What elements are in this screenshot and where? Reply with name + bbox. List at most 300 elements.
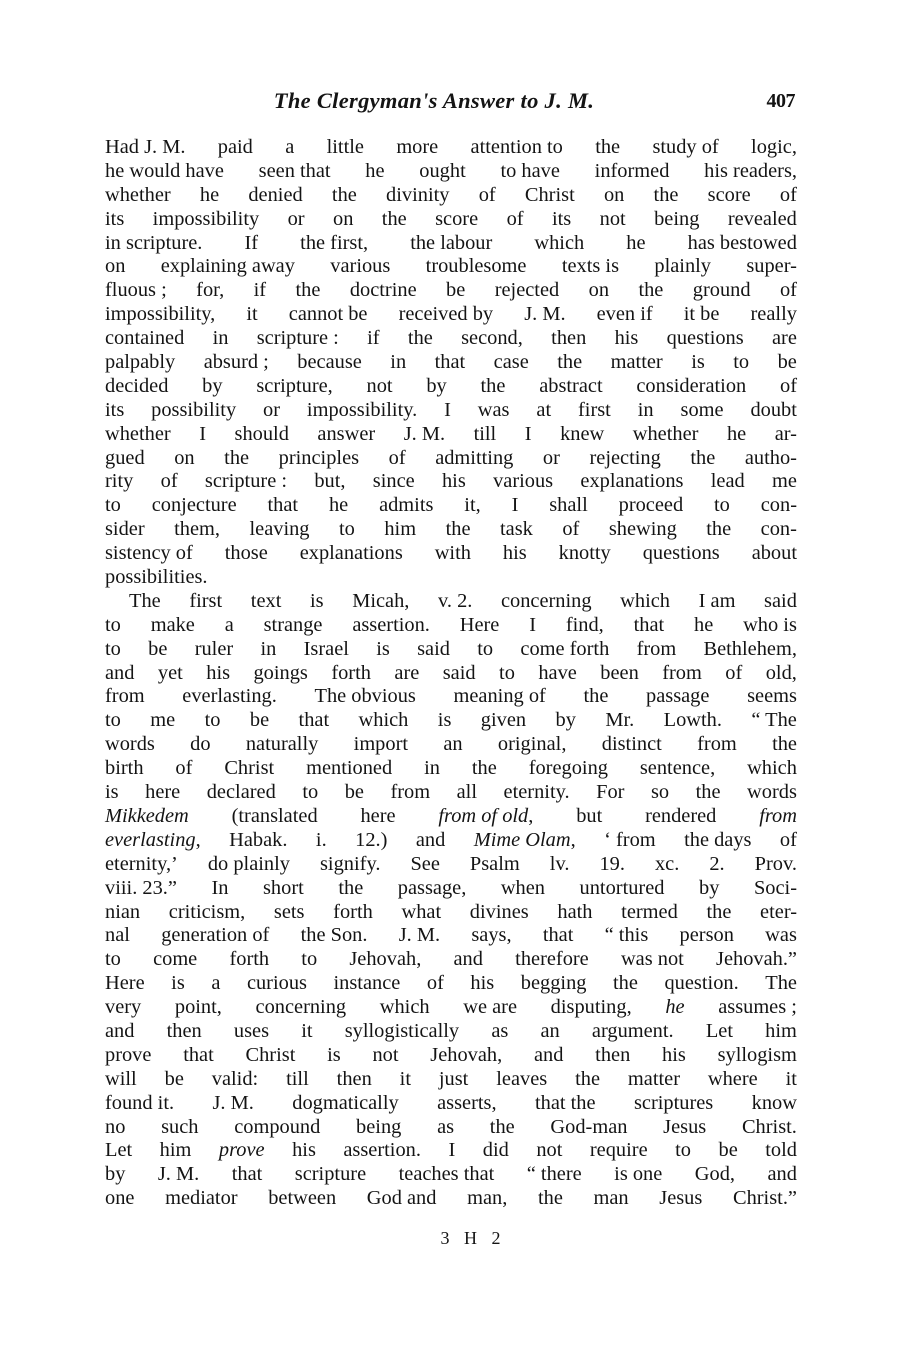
text-word: signify. [320, 852, 381, 875]
text-word: assertion. [343, 1139, 421, 1162]
text-line [105, 470, 797, 494]
running-head [105, 88, 795, 122]
signature-mark: 3 H 2 [440, 1228, 506, 1248]
text-word: question. [664, 972, 739, 995]
text-word: fluous ; [105, 279, 167, 302]
text-word: J. M. [403, 422, 446, 445]
text-line [105, 853, 797, 877]
text-word: in [260, 637, 277, 660]
text-word: Christ.” [732, 1187, 797, 1210]
text-word: ground [692, 279, 751, 302]
text-word: passage [646, 685, 710, 708]
text-word: the [690, 446, 716, 469]
text-word: point, [174, 996, 222, 1019]
text-word: therefore [515, 948, 589, 971]
text-word: more [396, 136, 439, 158]
text-word: to [105, 709, 121, 732]
text-word: to [105, 948, 121, 971]
text-line [105, 662, 797, 686]
text-word: i. [315, 828, 327, 851]
text-word: decided [105, 374, 169, 397]
text-line [105, 399, 797, 423]
text-word: not [366, 374, 393, 397]
text-word: leaving [249, 518, 310, 541]
text-word: or [263, 398, 281, 421]
text-word: yet [157, 661, 183, 684]
text-word: is [309, 589, 324, 612]
text-word: Jehovah.” [716, 948, 797, 971]
running-head-title: The Clergyman's Answer to J. M. [273, 88, 595, 113]
text-word: him [159, 1139, 192, 1162]
text-word: who is [743, 613, 797, 636]
text-line [105, 590, 797, 614]
text-word: it [246, 303, 258, 326]
text-word: “ The [751, 709, 797, 732]
text-word: and [533, 1043, 564, 1066]
text-word: a [211, 972, 221, 995]
text-word: xc. [654, 852, 680, 875]
text-word: For [596, 781, 625, 804]
text-line [105, 494, 797, 518]
text-word: know [751, 1091, 797, 1114]
text-word: an [443, 733, 463, 756]
text-word: explaining away [160, 255, 295, 278]
text-word: mediator [165, 1187, 238, 1210]
text-word: his [292, 1139, 316, 1162]
text-word: has bestowed [687, 231, 797, 254]
text-word: really [750, 303, 797, 326]
text-line [105, 351, 797, 375]
text-word: the [480, 374, 506, 397]
text-word: then [551, 327, 587, 350]
text-word: at [536, 398, 552, 421]
text-word: attention to [470, 136, 563, 158]
text-word: be [718, 1139, 738, 1162]
text-word: untortured [579, 876, 665, 899]
text-word: and [453, 948, 483, 971]
text-word: con- [760, 494, 797, 517]
text-word: the [471, 757, 497, 780]
text-word: rendered [645, 804, 717, 827]
text-word: the [224, 446, 250, 469]
text-word: (translated [231, 804, 318, 827]
text-word: concerning [500, 589, 592, 612]
text-line [105, 1020, 797, 1044]
text-word: be [164, 1067, 184, 1090]
text-word: the [537, 1187, 563, 1210]
text-word: what [401, 900, 442, 923]
text-word: we are [463, 996, 518, 1019]
text-word: I [524, 422, 532, 445]
text-word: on [333, 207, 354, 230]
text-word: is [105, 781, 119, 804]
text-line [105, 160, 797, 184]
text-word: require [589, 1139, 648, 1162]
text-word: whether [105, 422, 171, 445]
text-word: God-man [550, 1115, 628, 1138]
text-word: which [379, 996, 430, 1019]
text-word: explanations [580, 470, 684, 493]
text-word: received by [398, 303, 494, 326]
text-line [105, 255, 797, 279]
text-word: it, [464, 494, 481, 517]
text-word: by [105, 1163, 126, 1186]
text-line [105, 1068, 797, 1092]
text-word: foregoing [528, 757, 608, 780]
text-word: here [360, 804, 396, 827]
text-word: score [707, 183, 751, 206]
text-word: meaning of [453, 685, 546, 708]
text-word: make [150, 613, 195, 636]
text-word: the [331, 183, 357, 206]
text-word: divines [469, 900, 529, 923]
page-folio-number: 407 [766, 90, 795, 112]
text-word: be [344, 781, 364, 804]
text-word: from [759, 804, 797, 827]
text-word: to [105, 613, 121, 636]
text-word: If [244, 231, 259, 254]
text-word: sentence, [639, 757, 716, 780]
text-line [105, 566, 797, 590]
text-line [105, 829, 797, 853]
text-word: that [298, 709, 330, 732]
text-word: questions [666, 327, 744, 350]
text-word: on [174, 446, 195, 469]
text-word: leaves [496, 1067, 548, 1090]
text-line [105, 996, 797, 1020]
text-word: 2. [709, 852, 725, 875]
text-word: is [691, 351, 705, 374]
text-word: to [714, 494, 730, 517]
text-word: divinity [386, 183, 450, 206]
text-word: as [491, 1019, 509, 1042]
text-word: to [733, 351, 750, 374]
text-word: he [665, 996, 685, 1019]
text-word: to [477, 637, 494, 660]
text-word: gued [105, 446, 145, 469]
text-word: nian [105, 900, 141, 923]
text-line [105, 208, 797, 232]
text-word: he [365, 159, 385, 182]
text-word: assertion. [352, 613, 430, 636]
text-word: just [438, 1067, 469, 1090]
text-word: dogmatically [292, 1091, 399, 1114]
text-word: forth [331, 661, 371, 684]
text-word: study of [652, 136, 719, 158]
text-word: distinct [601, 733, 662, 756]
text-word: the [613, 972, 638, 995]
text-word: plainly [654, 255, 712, 278]
text-word: by [426, 374, 447, 397]
text-line [105, 327, 797, 351]
body-text-block [105, 136, 797, 1211]
text-word: its [551, 207, 572, 230]
text-word: man, [467, 1187, 508, 1210]
text-word: very [105, 996, 142, 1019]
text-line [105, 901, 797, 925]
text-line [105, 757, 797, 781]
text-word: all [456, 781, 478, 804]
text-word: Jesus [663, 1115, 707, 1138]
text-line [105, 733, 797, 757]
text-word: his [206, 661, 231, 684]
text-word: and [767, 1163, 797, 1186]
text-word: me [772, 470, 797, 493]
text-word: abstract [539, 374, 603, 397]
text-word: super- [746, 255, 797, 278]
text-word: me [150, 709, 176, 732]
text-word: of [779, 279, 797, 302]
text-word: said [417, 637, 450, 660]
text-word: words [105, 733, 155, 756]
text-word: answer [317, 422, 376, 445]
text-word: since [372, 470, 415, 493]
text-line [105, 136, 797, 160]
text-word: to [339, 518, 355, 541]
text-word: from [105, 685, 145, 708]
text-word: the days [684, 828, 752, 851]
text-word: on [105, 255, 126, 278]
text-word: strange [263, 613, 323, 636]
text-word: his [502, 542, 527, 565]
text-word: Mime Olam, [473, 828, 576, 851]
text-word: See [410, 852, 440, 875]
text-word: everlasting, [105, 828, 201, 851]
text-line [105, 614, 797, 638]
text-word: cannot be [288, 303, 368, 326]
text-word: those [224, 542, 268, 565]
text-word: passage, [397, 876, 467, 899]
text-word: termed [621, 900, 678, 923]
text-word: been [600, 661, 639, 684]
text-word: 19. [599, 852, 625, 875]
text-word: argument. [591, 1019, 674, 1042]
text-word: was not [620, 948, 684, 971]
text-word: do [190, 733, 211, 756]
text-word: declared [206, 781, 276, 804]
text-line [105, 638, 797, 662]
text-word: palpably [105, 351, 176, 374]
text-word: the [295, 279, 321, 302]
text-word: paid [217, 136, 253, 158]
text-word: not [536, 1139, 563, 1162]
text-word: between [268, 1187, 337, 1210]
text-word: I [511, 494, 519, 517]
text-word: but, [314, 470, 346, 493]
text-word: Here [105, 972, 145, 995]
text-word: on [588, 279, 610, 302]
text-word: so [650, 781, 670, 804]
text-word: the [557, 351, 583, 374]
text-word: “ this [604, 924, 649, 947]
text-word: in [424, 757, 440, 780]
text-word: the [489, 1115, 515, 1138]
text-word: is [376, 637, 390, 660]
text-word: which [534, 231, 585, 254]
text-word: his [662, 1043, 686, 1066]
text-word: do plainly [207, 852, 290, 875]
text-word: God and [366, 1187, 437, 1210]
text-word: shall [549, 494, 588, 517]
text-word: of [388, 446, 406, 469]
text-word: that the [534, 1091, 596, 1114]
text-word: compound [234, 1115, 321, 1138]
text-word: possibilities. [105, 566, 208, 589]
text-word: J. M. [212, 1091, 254, 1114]
text-word: knew [560, 422, 605, 445]
text-word: the labour [410, 231, 493, 254]
text-word: it [785, 1067, 797, 1090]
text-word: to [105, 637, 121, 660]
text-word: person [679, 924, 734, 947]
text-word: man [593, 1187, 629, 1210]
text-word: his readers, [704, 159, 797, 182]
text-word: questions [642, 542, 720, 565]
text-word: first [578, 398, 611, 421]
text-word: till [473, 422, 497, 445]
text-word: Habak. [229, 828, 288, 851]
text-line [105, 709, 797, 733]
text-word: being [356, 1115, 402, 1138]
text-word: his [441, 470, 466, 493]
text-word: I [448, 1139, 456, 1162]
text-word: where [707, 1067, 758, 1090]
text-word: he [694, 613, 714, 636]
text-word: to [302, 781, 319, 804]
text-word: the Son. [300, 924, 368, 947]
text-word: Christ [224, 757, 275, 780]
text-word: eternity. [503, 781, 570, 804]
text-word: teaches that [398, 1163, 495, 1186]
text-word: did [482, 1139, 509, 1162]
text-line [105, 279, 797, 303]
text-word: words [747, 781, 797, 804]
text-word: lv. [549, 852, 570, 875]
text-word: it [399, 1067, 411, 1090]
text-word: he [199, 183, 220, 206]
text-word: rejecting [589, 446, 661, 469]
text-line [105, 805, 797, 829]
text-word: scripture, [256, 374, 333, 397]
text-word: of [160, 470, 178, 493]
text-word: The [765, 972, 797, 995]
text-line [105, 972, 797, 996]
text-word: by [555, 709, 576, 732]
text-word: J. M. [157, 1163, 200, 1186]
text-line [105, 1116, 797, 1140]
text-word: from [390, 781, 431, 804]
text-word: he [726, 422, 747, 445]
text-word: Let [105, 1139, 133, 1162]
text-word: Mikkedem [105, 804, 189, 827]
text-line [105, 924, 797, 948]
text-word: said [764, 589, 797, 612]
text-word: prove [218, 1139, 265, 1162]
text-word: Jesus [659, 1187, 703, 1210]
text-word: task [499, 518, 533, 541]
text-word: not [599, 207, 626, 230]
text-word: such [161, 1115, 199, 1138]
text-word: Let [705, 1019, 733, 1042]
text-word: first [189, 589, 223, 612]
text-word: about [751, 542, 797, 565]
text-word: and [105, 1019, 135, 1042]
text-word: informed [594, 159, 670, 182]
text-word: v. 2. [438, 589, 473, 612]
text-word: whether [105, 183, 171, 206]
text-word: denied [248, 183, 303, 206]
text-word: for, [196, 279, 225, 302]
text-word: various [493, 470, 554, 493]
text-word: find, [565, 613, 604, 636]
text-word: from [636, 637, 677, 660]
text-word: forth [333, 900, 373, 923]
text-word: begging [520, 972, 587, 995]
text-word: the [706, 518, 732, 541]
text-word: scripture : [204, 470, 288, 493]
text-word: assumes ; [718, 996, 797, 1019]
text-line [105, 948, 797, 972]
text-word: doctrine [349, 279, 417, 302]
text-word: are [772, 327, 797, 350]
text-word: come forth [520, 637, 610, 660]
text-word: contained [105, 327, 185, 350]
text-word: nal [105, 924, 130, 947]
text-word: its [105, 398, 125, 421]
text-word: told [765, 1139, 797, 1162]
text-word: sider [105, 518, 145, 541]
text-word: if [367, 327, 380, 350]
text-word: that [633, 613, 665, 636]
text-word: be [777, 351, 797, 374]
text-word: logic, [751, 136, 797, 158]
text-word: autho- [744, 446, 797, 469]
text-word: it [301, 1019, 313, 1042]
text-word: even if [596, 303, 653, 326]
text-word: the [445, 518, 471, 541]
text-word: troublesome [425, 255, 527, 278]
text-word: in scripture. [105, 231, 203, 254]
text-word: of [506, 207, 524, 230]
text-line [105, 232, 797, 256]
text-line [105, 685, 797, 709]
text-word: eter- [760, 900, 797, 923]
text-word: he [626, 231, 646, 254]
text-word: when [500, 876, 545, 899]
text-word: little [326, 136, 364, 158]
text-word: rejected [494, 279, 560, 302]
text-word: Christ [245, 1043, 296, 1066]
text-word: Prov. [754, 852, 797, 875]
text-line [105, 1163, 797, 1187]
text-word: impossibility, [105, 303, 216, 326]
text-word: matter [627, 1067, 680, 1090]
text-word: I [199, 422, 206, 445]
text-word: impossibility [152, 207, 260, 230]
text-word: matter [610, 351, 663, 374]
text-word: of [725, 661, 743, 684]
text-word: one [105, 1187, 135, 1210]
text-word: rity [105, 470, 134, 493]
text-word: the [653, 183, 679, 206]
text-word: by [699, 876, 720, 899]
text-word: scriptures [633, 1091, 714, 1114]
text-word: original, [497, 733, 567, 756]
text-word: him [765, 1019, 797, 1042]
text-word: in [637, 398, 654, 421]
text-word: was [765, 924, 797, 947]
text-word: as [437, 1115, 455, 1138]
